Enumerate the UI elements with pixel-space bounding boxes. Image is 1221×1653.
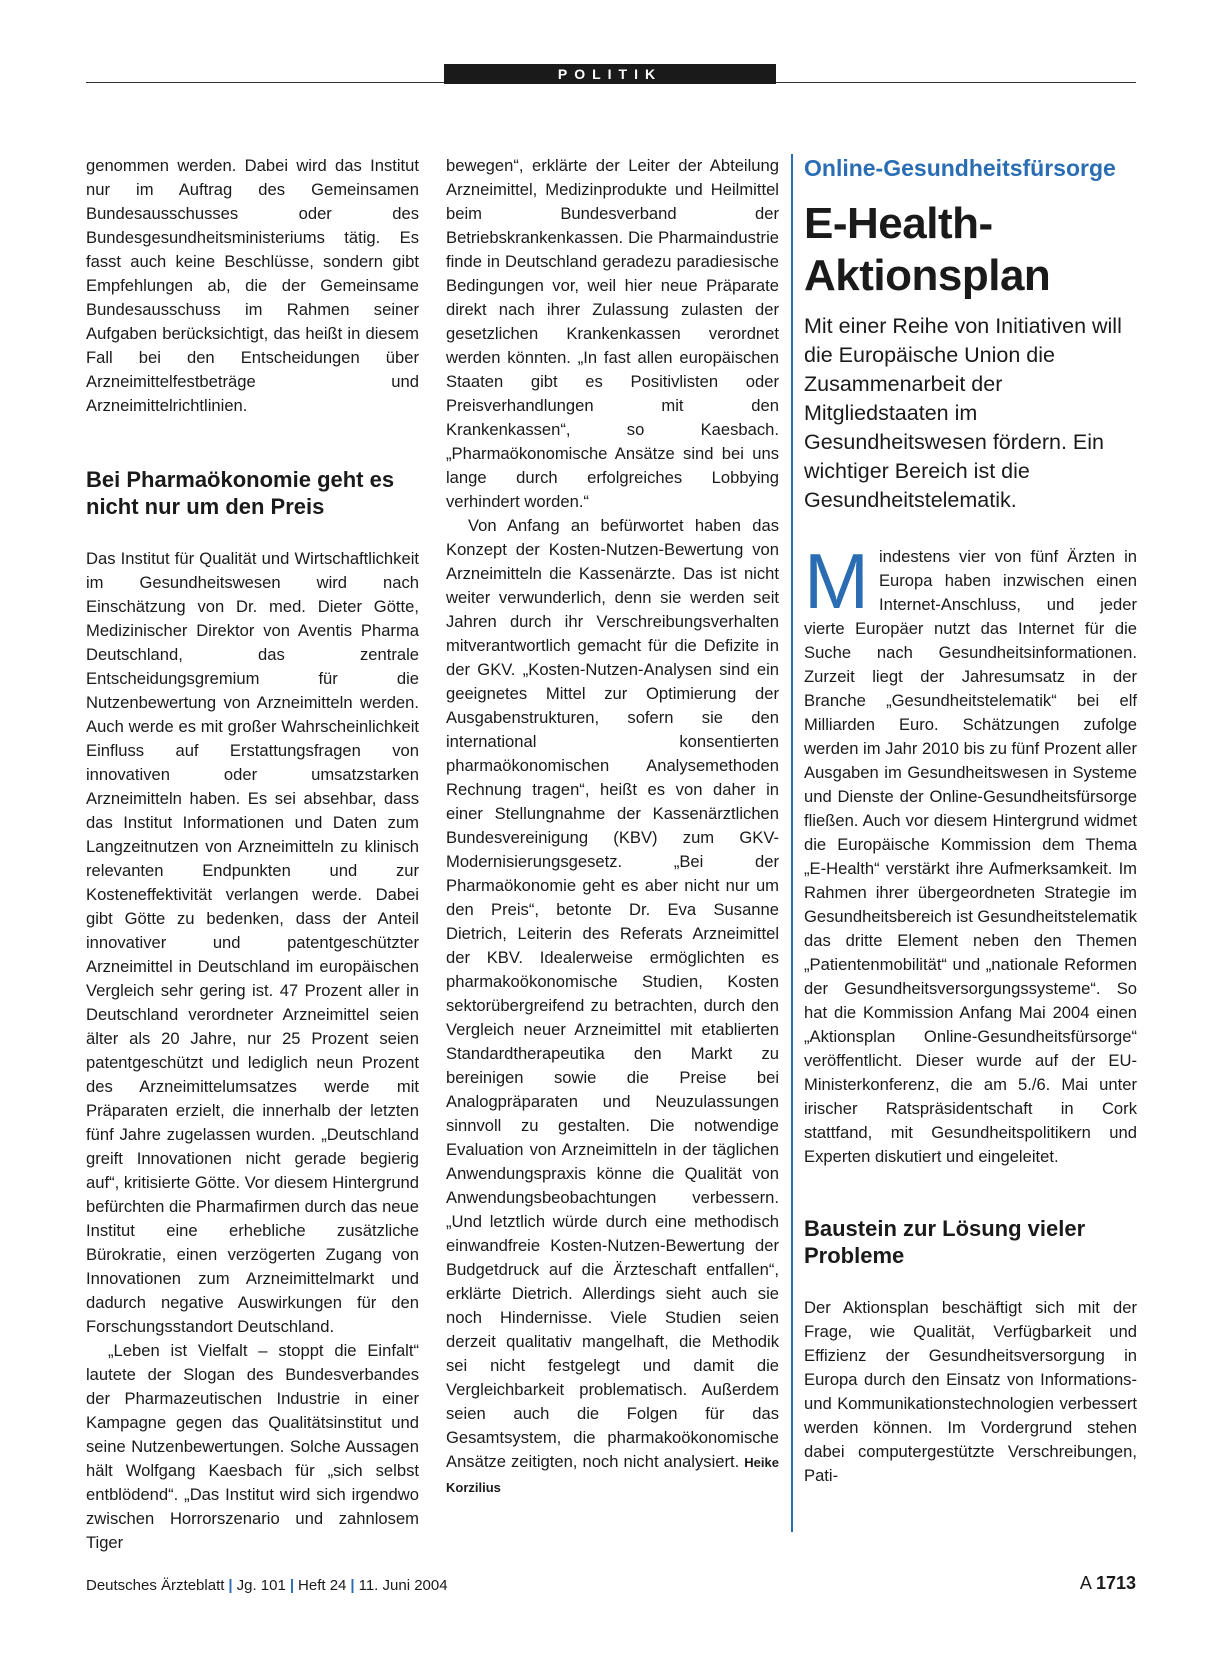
footer-meta: [86, 1577, 448, 1594]
kicker: Online-Gesundheitsfürsorge: [804, 155, 1116, 181]
page-number: [1080, 1573, 1136, 1594]
subheading: Bei Pharmaökonomie geht es nicht nur um den Preis: [86, 467, 395, 519]
paragraph: Das Institut für Qualität und Wirtschaftlichkeit im Gesundheitswesen wird nach Einschätzung von Dr. med. Dieter Götte, Medizinischer Direktor von Aventis Pharma Deutschland, das zentrale Entscheidungsgremium für die Nutzenbewertung von Arzneimitteln werden. Auch werde es mit großer Wahrscheinlichkeit Einfluss auf Erstattungsfragen von innovativen oder umsatzstarken Arzneimitteln haben. Es sei absehbar, dass das Institut Informationen und Daten zum Langzeitnutzen von Arzneimitteln zu klinisch relevanten Endpunkten und zur Kosteneffektivität verlangen werde. Dabei gibt Götte zu bedenken, dass der Anteil innovativer und patentgeschützter Arzneimittel in Deutschland im europäischen Vergleich sehr gering ist. 47 Prozent aller in Deutschland verordneter Arzneimittel seien älter als 20 Jahre, nur 25 Prozent seien patentgeschützt und lediglich neun Prozent des Arzneimittelumsatzes werde mit Präparaten erzielt, die innerhalb der letzten fünf Jahre zugelassen wurden. „Deutschland greift Innovationen nicht gerade begierig auf“, kritisierte Götte. Vor diesem Hintergrund befürchten die Pharmafirmen durch das neue Institut eine erhebliche zusätzliche Bürokratie, einen verzögerten Zugang von Innovationen zum Arzneimittelmarkt und dadurch negative Auswirkungen für den Forschungsstandort Deutschland.: [86, 549, 419, 1336]
paragraph: genommen werden. Dabei wird das Institut nur im Auftrag des Gemeinsamen Bundesausschusses oder des Bundesgesundheitsministeriums tätig. Es fasst auch keine Beschlüsse, sondern gibt Empfehlungen ab, die der Gemeinsame Bundesausschuss im Rahmen seiner Aufgaben berücksichtigt, das heißt in diesem Fall bei den Entscheidungen über Arzneimittelfestbeträge und Arzneimittelrichtlinien.: [86, 156, 419, 415]
separator: |: [289, 1577, 295, 1594]
issue-date: 11. Juni 2004: [358, 1577, 448, 1594]
section-label: POLITIK: [444, 64, 776, 84]
subheading: Baustein zur Lösung vieler Probleme: [804, 1216, 1086, 1268]
column-divider: [791, 154, 793, 1532]
headline-line-1: E-Health-: [804, 199, 993, 248]
paragraph-text: Von Anfang an befürwortet haben das Konzept der Kosten-Nutzen-Bewertung von Arzneimitteln die Kassenärzte. Das ist nicht weiter verwunderlich, denn sie werden seit Jahren durch ihr Verschreibungsverhalten mitverantwortlich gemacht für die Defizite in der GKV. „Kosten-Nutzen-Analysen sind ein geeignetes Mittel zur Optimierung der Ausgabenstrukturen, sofern sie den international konsentierten pharmaökonomischen Analysemethoden Rechnung tragen“, heißt es von daher in einer Stellungnahme der Kassenärztlichen Bundesvereinigung (KBV) zum GKV-Modernisierungsgesetz. „Bei der Pharmaökonomie geht es aber nicht nur um den Preis“, betonte Dr. Eva Susanne Dietrich, Leiterin des Referats Arzneimittel der KBV. Idealerweise ermöglichten es pharmakoökonomische Studien, Kosten sektorübergreifend zu betrachten, durch den Vergleich neuer Arzneimittel mit etablierten Standardtherapeutika den Markt zu bereinigen sowie die Preise bei Analogpräparaten und Neuzulassungen sinnvoll zu gestalten. Die notwendige Evaluation von Arzneimitteln in der täglichen Anwendungspraxis könne die Qualität von Anwendungsbeobachtungen verbessern. „Und letztlich würde durch eine methodisch einwandfreie Kosten-Nutzen-Bewertung der Budgetdruck auf die Ärzteschaft entfallen“, erklärte Dietrich. Allerdings sieht auch sie noch Hindernisse. Viele Studien seien derzeit qualitativ mangelhaft, die Methodik sei nicht festgelegt und damit die Vergleichbarkeit problematisch. Außerdem seien auch die Folgen für das Gesamtsystem, die pharmakoökonomische Ansätze zeitigten, noch nicht analysiert.: [446, 516, 779, 1471]
headline-line-2: Aktionsplan: [804, 251, 1051, 300]
separator: |: [228, 1577, 233, 1594]
page-prefix: A: [1079, 1573, 1091, 1593]
column-1: [86, 154, 419, 1555]
footer: [86, 1573, 1136, 1599]
paragraph: „Leben ist Vielfalt – stoppt die Einfalt“ lautete der Slogan des Bundesverbandes der Pharmazeutischen Industrie in einer Kampagne gegen das Qualitätsinstitut und seine Nutzenbewertungen. Solche Aussagen hält Wolfgang Kaesbach für „sich selbst entblödend“. „Das Institut wird sich irgendwo zwischen Horrorszenario und zahnlosem Tiger: [86, 1341, 419, 1552]
volume: Jg. 101: [236, 1577, 286, 1594]
paragraph: Der Aktionsplan beschäftigt sich mit der Frage, wie Qualität, Verfügbarkeit und Effizienz der Gesundheitsversorgung in Europa durch den Einsatz von Informations- und Kommunikationstechnologien verbessert werden können. Im Vordergrund stehen dabei computergestützte Verschreibungen, Pati-: [804, 1298, 1137, 1485]
column-2: [446, 154, 779, 1500]
author-byline: Heike Korzilius: [446, 1455, 779, 1495]
paragraph: bewegen“, erklärte der Leiter der Abteilung Arzneimittel, Medizinprodukte und Heilmittel beim Bundesverband der Betriebskrankenkassen. Die Pharmaindustrie finde in Deutschland geradezu paradiesische Bedingungen vor, weil hier neue Präparate direkt nach ihrer Zulassung zulasten der gesetzlichen Krankenkassen verordnet werden könnten. „In fast allen europäischen Staaten gibt es Positivlisten oder Preisverhandlungen mit den Krankenkassen“, so Kaesbach. „Pharmaökonomische Ansätze sind bei uns lange durch erfolgreiches Lobbying verhindert worden.“: [446, 156, 779, 511]
paragraph: [804, 537, 1137, 1169]
teaser: Mit einer Reihe von Initiativen will die Europäische Union die Zusammenarbeit der Mitgliedstaaten im Gesundheitswesen fördern. Ein wichtiger Bereich ist die Gesundheitstelematik.: [804, 314, 1122, 512]
journal-name: Deutsches Ärzteblatt: [86, 1577, 225, 1594]
column-3-infobox: [804, 154, 1137, 1488]
page-number-value: 1713: [1095, 1573, 1136, 1593]
separator: |: [350, 1577, 355, 1594]
issue: Heft 24: [298, 1577, 347, 1594]
paragraph: [446, 514, 779, 1500]
drop-cap: M: [804, 537, 869, 625]
headline: [804, 198, 1137, 302]
paragraph-text: indestens vier von fünf Ärzten in Europa haben inzwischen einen Internet-Anschluss, und jeder vierte Europäer nutzt das Internet für die Suche nach Gesundheitsinformationen. Zurzeit liegt der Jahresumsatz in der Branche „Gesundheitstelematik“ bei elf Milliarden Euro. Schätzungen zufolge werden im Jahr 2010 bis zu fünf Prozent aller Ausgaben im Gesundheitswesen in Systeme und Dienste der Online-Gesundheitsfürsorge fließen. Auch vor diesem Hintergrund widmet die Europäische Kommission dem Thema „E-Health“ verstärkt ihre Aufmerksamkeit. Im Rahmen ihrer übergeordneten Strategie im Gesundheitsbereich ist Gesundheitstelematik das dritte Element neben den Themen „Patientenmobilität“ und „nationale Reformen der Gesundheitsversorgungssysteme“. So hat die Kommission Anfang Mai 2004 einen „Aktionsplan Online-Gesundheitsfürsorge“ veröffentlicht. Dieser wurde auf der EU-Ministerkonferenz, die am 5./6. Mai unter irischer Ratspräsidentschaft in Cork stattfand, mit Gesundheitspolitikern und Experten diskutiert und eingeleitet.: [804, 547, 1137, 1166]
